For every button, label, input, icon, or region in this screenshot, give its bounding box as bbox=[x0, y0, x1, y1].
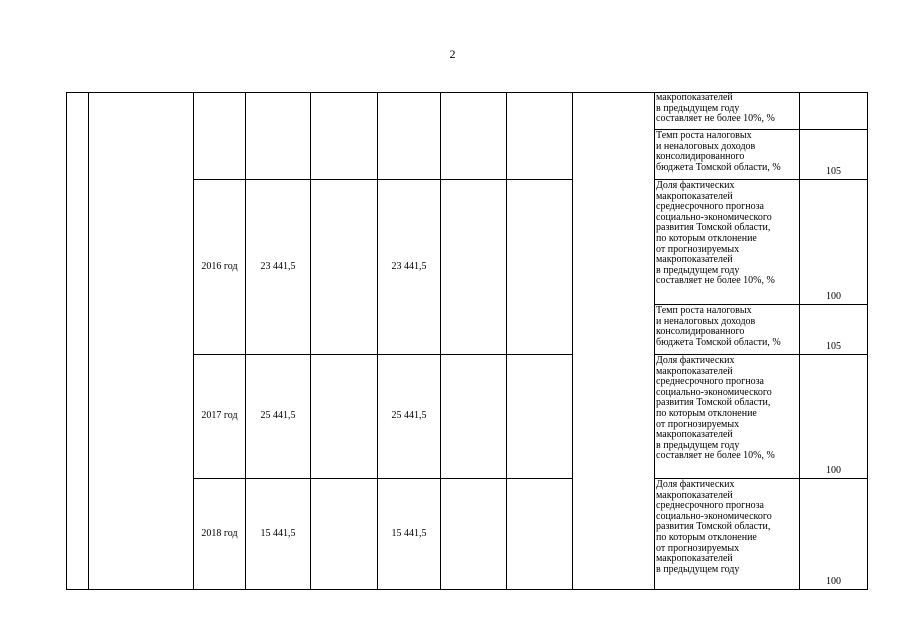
page-number: 2 bbox=[449, 47, 456, 61]
column-divider bbox=[572, 93, 573, 589]
column-divider bbox=[245, 93, 246, 589]
indicator-text: макропоказателей в предыдущем году составляет не более 10%, % bbox=[656, 92, 775, 125]
budget-table bbox=[66, 92, 868, 590]
year-cell: 2018 год bbox=[201, 528, 238, 539]
indicator-text: Доля фактических макропоказателей среднесрочного прогноза социально-экономического развития Томской области, по которым отклонение от прогнозируемых макропоказателей в предыдущем году составляет не более 10%, % bbox=[656, 355, 775, 462]
row-divider bbox=[193, 179, 573, 180]
row-divider bbox=[193, 354, 573, 355]
year-cell: 2017 год bbox=[201, 410, 238, 421]
column-divider bbox=[310, 93, 311, 589]
column-divider bbox=[193, 93, 194, 589]
column-divider bbox=[654, 93, 655, 589]
column-divider bbox=[377, 93, 378, 589]
indicator-text: Темп роста налоговых и неналоговых доходов консолидированного бюджета Томской области, % bbox=[656, 305, 781, 348]
total-cell: 15 441,5 bbox=[260, 528, 296, 539]
indicator-value: 105 bbox=[826, 341, 841, 352]
total-cell: 23 441,5 bbox=[260, 261, 296, 272]
indicator-value: 100 bbox=[826, 291, 841, 302]
local-budget-cell: 25 441,5 bbox=[391, 410, 427, 421]
local-budget-cell: 23 441,5 bbox=[391, 261, 427, 272]
indicator-text: Доля фактических макропоказателей среднесрочного прогноза социально-экономического развития Томской области, по которым отклонение от прогнозируемых макропоказателей в предыдущем году составляет не более 10%, % bbox=[656, 180, 775, 287]
row-divider bbox=[193, 478, 573, 479]
total-cell: 25 441,5 bbox=[260, 410, 296, 421]
indicator-text: Темп роста налоговых и неналоговых доходов консолидированного бюджета Томской области, % bbox=[656, 130, 781, 173]
indicator-text: Доля фактических макропоказателей среднесрочного прогноза социально-экономического развития Томской области, по которым отклонение от прогнозируемых макропоказателей в предыдущем году bbox=[656, 479, 772, 575]
year-cell: 2016 год bbox=[201, 261, 238, 272]
indicator-value: 100 bbox=[826, 465, 841, 476]
local-budget-cell: 15 441,5 bbox=[391, 528, 427, 539]
column-divider bbox=[506, 93, 507, 589]
column-divider bbox=[440, 93, 441, 589]
indicator-value: 100 bbox=[826, 576, 841, 587]
column-divider bbox=[88, 93, 89, 589]
indicator-value: 105 bbox=[826, 166, 841, 177]
